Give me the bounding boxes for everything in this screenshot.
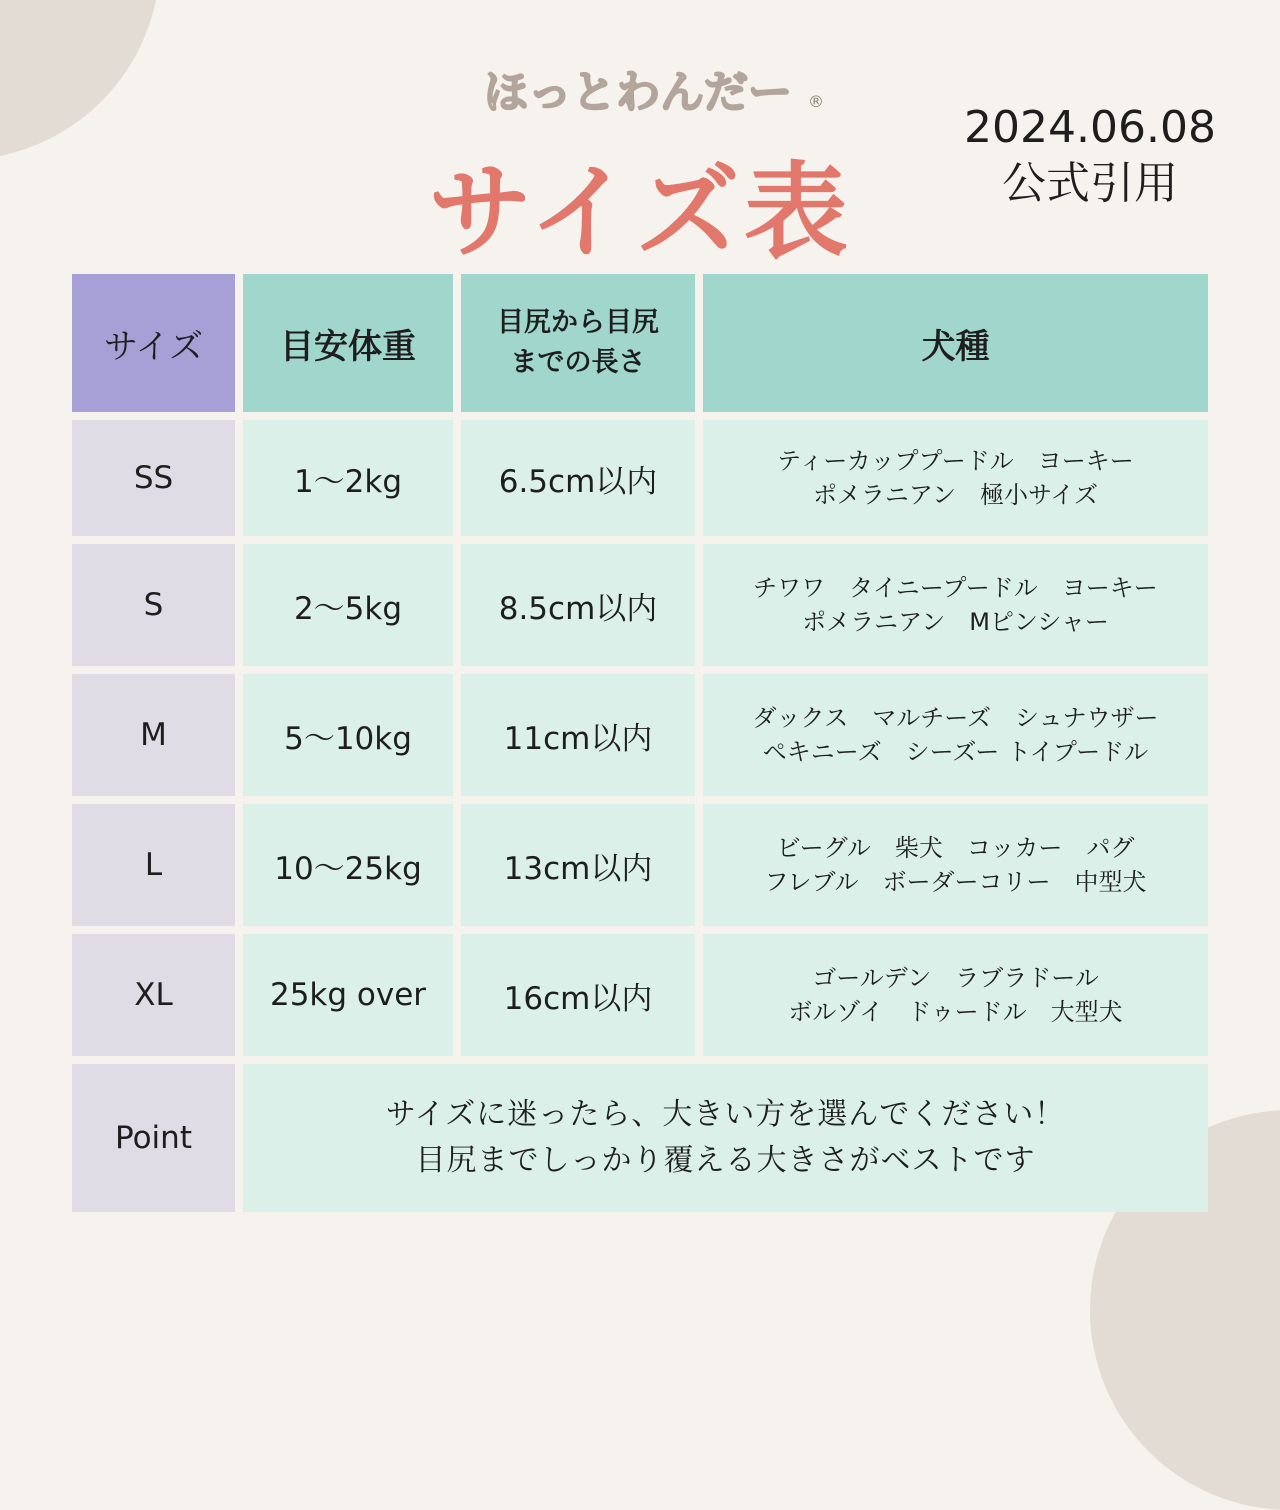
registered-mark: ® — [808, 92, 824, 111]
length-cell-l: 13cm以内 — [461, 804, 695, 926]
point-line: 目尻までしっかり覆える大きさがベストです — [415, 1143, 1036, 1178]
page-title: サイズ表 — [428, 151, 852, 273]
breed-line: フレブル ボーダーコリー 中型犬 — [764, 868, 1147, 896]
header-eye-length-line1: 目尻から目尻 — [497, 307, 659, 338]
breed-cell-m — [703, 674, 1208, 796]
length-cell-m: 11cm以内 — [461, 674, 695, 796]
length-cell-s: 8.5cm以内 — [461, 544, 695, 666]
length-cell-xl: 16cm以内 — [461, 934, 695, 1056]
size-cell-m: M — [72, 674, 235, 796]
weight-cell-s: 2〜5kg — [243, 544, 453, 666]
point-label: Point — [72, 1064, 235, 1212]
point-line: サイズに迷ったら、大きい方を選んでください！ — [385, 1097, 1066, 1132]
size-cell-ss: SS — [72, 420, 235, 536]
breed-line: ポメラニアン Mピンシャー — [802, 608, 1109, 636]
header-eye-length-line2: までの長さ — [510, 347, 646, 378]
size-cell-s: S — [72, 544, 235, 666]
breed-line: ペキニーズ シーズー トイプードル — [762, 738, 1149, 766]
breed-cell-s — [703, 544, 1208, 666]
breed-line: ダックス マルチーズ シュナウザー — [752, 704, 1159, 732]
breed-line: ゴールデン ラブラドール — [812, 964, 1099, 992]
weight-cell-xl: 25kg over — [243, 934, 453, 1056]
breed-cell-ss — [703, 420, 1208, 536]
breed-cell-l — [703, 804, 1208, 926]
breed-line: ポメラニアン 極小サイズ — [812, 481, 1099, 509]
source-note: 公式引用 — [1002, 158, 1178, 209]
brand-logo: ほっとわんだー — [484, 67, 792, 118]
breed-line: チワワ タイニープードル ヨーキー — [753, 574, 1158, 602]
weight-cell-l: 10〜25kg — [243, 804, 453, 926]
header-breed: 犬種 — [703, 274, 1208, 412]
size-cell-l: L — [72, 804, 235, 926]
header-size: サイズ — [72, 274, 235, 412]
length-cell-ss: 6.5cm以内 — [461, 420, 695, 536]
size-cell-xl: XL — [72, 934, 235, 1056]
header-weight: 目安体重 — [243, 274, 453, 412]
breed-line: ボルゾイ ドゥードル 大型犬 — [788, 998, 1123, 1026]
weight-cell-ss: 1〜2kg — [243, 420, 453, 536]
breed-cell-xl — [703, 934, 1208, 1056]
point-message — [243, 1064, 1208, 1212]
breed-line: ビーグル 柴犬 コッカー パグ — [776, 834, 1135, 862]
date-text: 2024.06.08 — [964, 102, 1216, 153]
weight-cell-m: 5〜10kg — [243, 674, 453, 796]
breed-line: ティーカッププードル ヨーキー — [777, 447, 1134, 475]
size-table — [72, 274, 1208, 1212]
date-block — [960, 100, 1220, 212]
header-eye-length — [461, 274, 695, 412]
